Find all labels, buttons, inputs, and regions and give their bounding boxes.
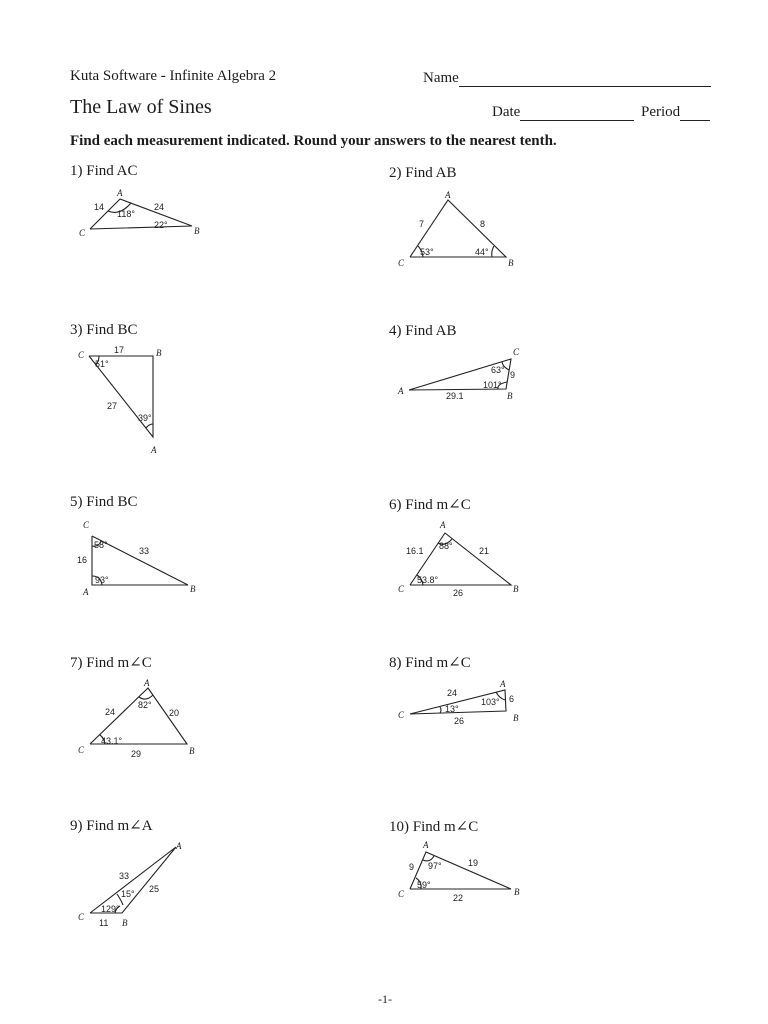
- angle-measure: 51°: [95, 359, 109, 369]
- problem-3-prompt: 3) Find BC: [70, 322, 138, 338]
- vertex-label: B: [514, 887, 520, 897]
- side-measure: 20: [169, 708, 180, 718]
- side-measure: 33: [139, 546, 150, 556]
- vertex-label: B: [513, 713, 519, 723]
- problem-4-prompt: 4) Find AB: [389, 323, 457, 339]
- side-measure: 16: [77, 555, 88, 565]
- angle-arc: [139, 695, 153, 699]
- vertex-label: A: [445, 190, 451, 200]
- problem-10-triangle: [390, 838, 530, 918]
- date-blank-line: [520, 106, 634, 121]
- vertex-label: C: [78, 350, 85, 360]
- problem-3-triangle: [70, 344, 180, 459]
- vertex-label: B: [194, 226, 200, 236]
- name-field: [423, 70, 711, 87]
- problem-10-prompt: 10) Find m∠C: [389, 819, 479, 835]
- vertex-label: C: [79, 228, 86, 238]
- side-measure: 26: [454, 716, 465, 726]
- angle-measure: 118°: [117, 209, 135, 219]
- vertex-label: A: [176, 841, 182, 851]
- triangle-outline: [90, 199, 192, 229]
- angle-measure: 58°: [94, 540, 108, 550]
- side-measure: 9: [409, 862, 415, 872]
- vertex-label: A: [500, 679, 506, 689]
- problem-2-triangle: [390, 188, 530, 268]
- instructions: Find each measurement indicated. Round your answers to the nearest tenth.: [70, 133, 557, 149]
- period-label: Period: [641, 104, 681, 120]
- period-blank-line: [680, 106, 710, 121]
- vertex-label: B: [156, 348, 162, 358]
- side-measure: 25: [149, 884, 160, 894]
- angle-measure: 22°: [154, 220, 168, 230]
- angle-measure: 43.1°: [101, 736, 123, 746]
- vertex-label: C: [513, 347, 520, 357]
- problem-7-prompt: 7) Find m∠C: [70, 655, 152, 671]
- angle-measure: 129°: [101, 904, 120, 914]
- vertex-label: C: [78, 912, 85, 922]
- side-measure: 29.1: [446, 391, 464, 401]
- problem-1-triangle: [70, 186, 220, 246]
- problem-6-triangle: [390, 516, 530, 601]
- date-label: Date: [492, 104, 521, 120]
- angle-measure: 63°: [491, 365, 505, 375]
- problem-9-prompt: 9) Find m∠A: [70, 818, 153, 834]
- side-measure: 26: [453, 588, 464, 598]
- vertex-label: C: [398, 710, 405, 720]
- side-measure: 24: [105, 707, 116, 717]
- angle-measure: 97°: [428, 861, 442, 871]
- side-measure: 29: [131, 749, 142, 759]
- vertex-label: A: [440, 520, 446, 530]
- side-measure: 19: [468, 858, 479, 868]
- angle-measure: 93°: [95, 575, 109, 585]
- side-measure: 17: [114, 345, 125, 355]
- angle-measure: 103°: [481, 697, 500, 707]
- side-measure: 14: [94, 202, 105, 212]
- side-measure: 21: [479, 546, 490, 556]
- angle-measure: 101°: [483, 380, 502, 390]
- vertex-label: A: [151, 445, 157, 455]
- vertex-label: C: [78, 745, 85, 755]
- vertex-label: A: [144, 678, 150, 688]
- vertex-label: B: [513, 584, 519, 594]
- side-measure: 24: [154, 202, 165, 212]
- problem-9-triangle: [70, 838, 210, 938]
- vertex-label: B: [508, 258, 514, 268]
- problem-2-prompt: 2) Find AB: [389, 165, 457, 181]
- problem-5-prompt: 5) Find BC: [70, 494, 138, 510]
- vertex-label: A: [117, 188, 123, 198]
- problem-4-triangle: [390, 344, 530, 409]
- angle-measure: 59°: [417, 880, 431, 890]
- side-measure: 6: [509, 694, 515, 704]
- vertex-label: A: [423, 840, 429, 850]
- side-measure: 16.1: [406, 546, 424, 556]
- side-measure: 8: [480, 219, 486, 229]
- vertex-label: A: [398, 386, 404, 396]
- vertex-label: B: [190, 584, 196, 594]
- angle-arc: [492, 246, 494, 257]
- vertex-label: C: [398, 584, 405, 594]
- worksheet-source: Kuta Software - Infinite Algebra 2: [70, 68, 277, 84]
- angle-measure: 15°: [121, 889, 135, 899]
- angle-measure: 44°: [475, 247, 489, 257]
- vertex-label: C: [83, 520, 90, 530]
- vertex-label: B: [507, 391, 513, 401]
- problem-6-prompt: 6) Find m∠C: [389, 497, 471, 513]
- vertex-label: B: [122, 918, 128, 928]
- date-field: [492, 104, 634, 121]
- angle-arc: [146, 424, 153, 428]
- side-measure: 7: [419, 219, 425, 229]
- vertex-label: C: [398, 889, 405, 899]
- angle-measure: 13°: [445, 704, 459, 714]
- name-blank-line: [459, 72, 711, 87]
- angle-arc: [440, 707, 441, 713]
- side-measure: 9: [510, 370, 516, 380]
- angle-measure: 88°: [439, 541, 453, 551]
- vertex-label: C: [398, 258, 405, 268]
- vertex-label: B: [189, 746, 195, 756]
- side-measure: 33: [119, 871, 130, 881]
- side-measure: 24: [447, 688, 458, 698]
- angle-measure: 82°: [138, 700, 152, 710]
- problem-1-prompt: 1) Find AC: [70, 163, 138, 179]
- angle-measure: 53.8°: [417, 575, 439, 585]
- vertex-label: A: [83, 587, 89, 597]
- problem-8-triangle: [390, 676, 530, 751]
- angle-measure: 39°: [138, 413, 152, 423]
- side-measure: 27: [107, 401, 118, 411]
- name-label: Name: [423, 70, 459, 86]
- period-field: [641, 104, 710, 121]
- page-number: -1-: [378, 992, 392, 1006]
- problem-5-triangle: [70, 516, 210, 601]
- angle-measure: 53°: [420, 247, 434, 257]
- side-measure: 22: [453, 893, 464, 903]
- side-measure: 11: [99, 918, 109, 928]
- problem-7-triangle: [70, 676, 210, 766]
- page-title: The Law of Sines: [70, 96, 212, 118]
- problem-8-prompt: 8) Find m∠C: [389, 655, 471, 671]
